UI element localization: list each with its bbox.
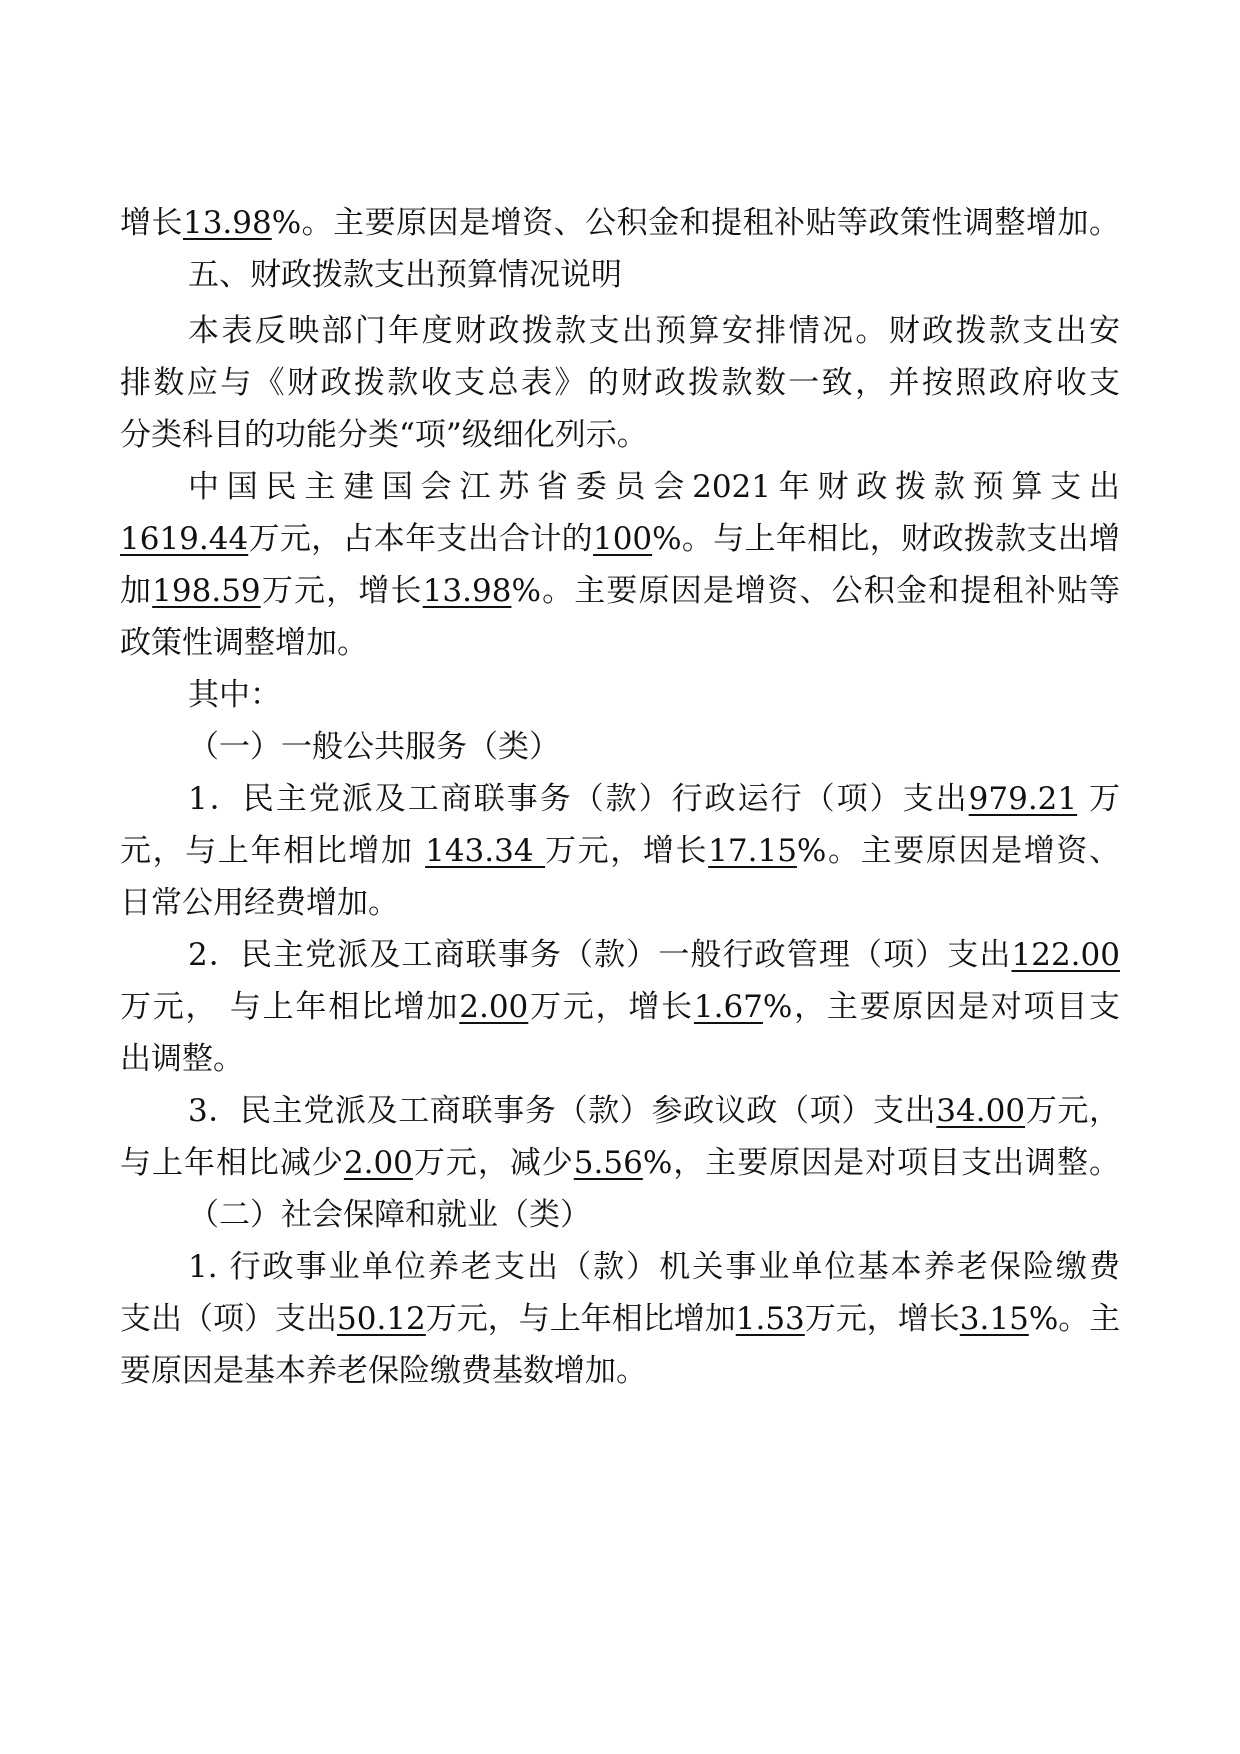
text-run: 2．民主党派及工商联事务（款）一般行政管理（项）支出 (188, 937, 1012, 973)
paragraph-line (188, 774, 1120, 824)
text-run: 政策性调整增加。 (120, 625, 368, 661)
text-run: 增长 (120, 205, 183, 241)
text-run: %。主要原因是增资、 (796, 833, 1120, 869)
underlined-figure: 100 (592, 521, 653, 557)
underlined-figure: 2.00 (343, 1145, 413, 1181)
text-run: 1．民主党派及工商联事务（款）行政运行（项）支出 (188, 781, 969, 817)
underlined-figure: 13.98 (422, 573, 512, 609)
text-run: 万元， (1025, 1093, 1120, 1129)
text-run: 日常公用经费增加。 (120, 885, 399, 921)
text-run: 出调整。 (120, 1041, 244, 1077)
underlined-figure: 143.34 (425, 833, 546, 869)
text-run: %。与上年相比，财政拨款支出增 (652, 521, 1120, 557)
subsection-heading-2 (188, 1190, 1120, 1240)
text-run: 要原因是基本养老保险缴费基数增加。 (120, 1353, 647, 1389)
underlined-figure: 122.00 (1011, 937, 1120, 973)
text-run: 万元，增长 (545, 833, 709, 869)
paragraph-line (120, 358, 1120, 408)
paragraph-line (188, 670, 1120, 720)
text-run: 万元，增长 (528, 989, 694, 1025)
paragraph-line (120, 410, 1120, 460)
text-run: 本表反映部门年度财政拨款支出预算安排情况。财政拨款支出安 (188, 313, 1120, 349)
underlined-figure: 1.53 (735, 1301, 805, 1337)
text-run: 中国民主建国会江苏省委员会2021年财政拨款预算支出 (188, 469, 1120, 505)
underlined-figure: 3.15 (959, 1301, 1029, 1337)
text-run: 加 (120, 573, 153, 609)
paragraph-line (120, 1138, 1120, 1188)
text-run: %。主要原因是增资、公积金和提租补贴等 (511, 573, 1120, 609)
text-run: 万元，占本年支出合计的 (248, 521, 593, 557)
text-run: 分类科目的功能分类“项”级细化列示。 (120, 417, 648, 453)
text-run: 万元，减少 (412, 1145, 574, 1181)
paragraph-line (120, 1294, 1120, 1344)
text-run: %。主要原因是增资、公积金和提租补贴等政策性调整增加。 (271, 205, 1120, 241)
paragraph-line (120, 1346, 1120, 1396)
text-run: %。主 (1028, 1301, 1121, 1337)
paragraph-line (120, 878, 1120, 928)
text-run: 元，与上年相比增加 (120, 833, 426, 869)
text-run: 3．民主党派及工商联事务（款）参政议政（项）支出 (188, 1093, 937, 1129)
paragraph-line (188, 930, 1120, 980)
text-run: 五、财政拨款支出预算情况说明 (188, 257, 622, 293)
text-run: 排数应与《财政拨款收支总表》的财政拨款数一致，并按照政府收支 (120, 365, 1120, 401)
underlined-figure: 5.56 (573, 1145, 643, 1181)
paragraph-line (188, 306, 1120, 356)
underlined-figure: 2.00 (459, 989, 529, 1025)
paragraph-line (120, 1034, 1120, 1084)
text-run: 万元，与上年相比增加 (425, 1301, 736, 1337)
paragraph-line (120, 514, 1120, 564)
paragraph-line (120, 198, 1120, 248)
underlined-figure: 17.15 (708, 833, 797, 869)
text-run: 万 (1077, 781, 1120, 817)
section-heading-5 (188, 250, 1120, 300)
underlined-figure: 34.00 (936, 1093, 1026, 1129)
paragraph-line (120, 982, 1120, 1032)
text-run: （一）一般公共服务（类） (188, 729, 560, 765)
paragraph-line (120, 618, 1120, 668)
text-run: 万元， 与上年相比增加 (120, 989, 460, 1025)
paragraph-line (120, 826, 1120, 876)
text-run: 万元，增长 (260, 573, 423, 609)
underlined-figure: 13.98 (182, 205, 272, 241)
text-run: %，主要原因是对项目支 (762, 989, 1120, 1025)
text-run: 支出（项）支出 (120, 1301, 337, 1337)
underlined-figure: 198.59 (152, 573, 261, 609)
underlined-figure: 1.67 (693, 989, 763, 1025)
text-run: （二）社会保障和就业（类） (188, 1197, 591, 1233)
subsection-heading-1 (188, 722, 1120, 772)
text-run: 万元，增长 (804, 1301, 960, 1337)
text-run: 与上年相比减少 (120, 1145, 344, 1181)
paragraph-line (188, 1086, 1120, 1136)
paragraph-line (188, 462, 1120, 512)
text-run: 其中： (188, 677, 281, 713)
underlined-figure: 979.21 (968, 781, 1078, 817)
text-run: %，主要原因是对项目支出调整。 (642, 1145, 1121, 1181)
paragraph-line (120, 566, 1120, 616)
underlined-figure: 1619.44 (120, 521, 249, 557)
underlined-figure: 50.12 (337, 1301, 426, 1337)
paragraph-line (188, 1242, 1120, 1292)
text-run: 1. 行政事业单位养老支出（款）机关事业单位基本养老保险缴费 (188, 1249, 1120, 1285)
